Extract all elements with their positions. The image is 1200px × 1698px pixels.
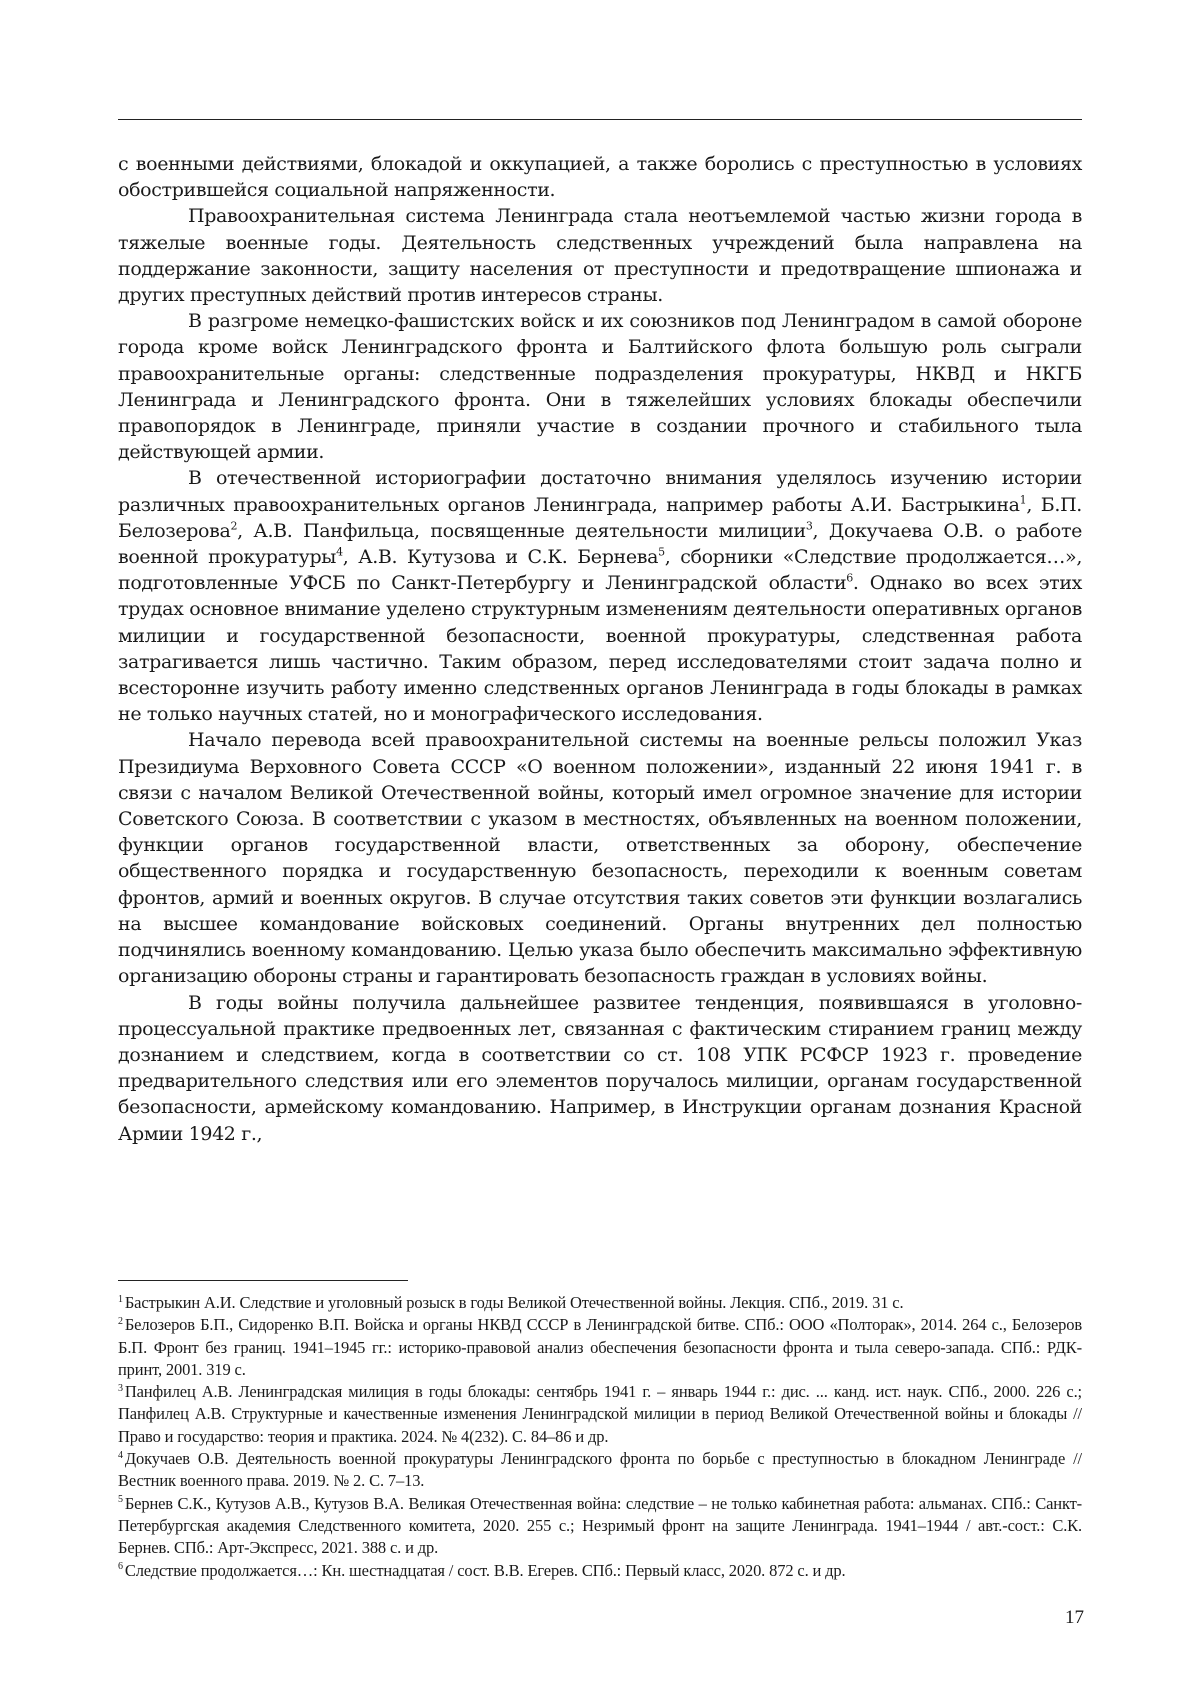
paragraph-4-text: . Однако во всех этих трудах основное внимание уделено структурным изменениям деятельности оперативных органов милиции и государственной безопасности, военной прокуратуры, следственная работа затрагивается лишь частично. Таким образом, перед исследователями стоит задача полно и всесторонне изучить работу именно следственных органов Ленинграда в годы блокады в рамках не только научных статей, но и монографического исследования.: [118, 572, 1082, 725]
paragraph-4-text: В отечественной историографии достаточно внимания уделялось изучению истории различных правоохранительных органов Ленинграда, например работы А.И. Бастрыкина: [118, 467, 1082, 515]
footnote-text: Бернев С.К., Кутузов А.В., Кутузов В.А. Великая Отечественная война: следствие – не только кабинетная работа: альманах. СПб.: Санкт-Петербургская академия Следственного комитета, 2020. 255 с.; Незримый фронт на защите Ленинграда. 1941–1944 / авт.-сост.: С.К. Бернев. СПб.: Арт-Экспресс, 2021. 388 с. и др.: [118, 1494, 1082, 1558]
footnote-number: 1: [118, 1294, 123, 1305]
paragraph-4-text: , Б.П. Белозерова: [118, 494, 1082, 542]
footnote-5: [118, 1493, 1082, 1560]
paragraph-1: с военными действиями, блокадой и оккупацией, а также боролись с преступностью в условиях обострившейся социальной напряженности.: [118, 151, 1082, 203]
paragraph-4-text: , А.В. Панфильца, посвященные деятельности милиции: [237, 520, 806, 542]
footnote-ref-6[interactable]: 6: [846, 572, 853, 585]
document-page: [0, 0, 1200, 1698]
footnote-text: Панфилец А.В. Ленинградская милиция в годы блокады: сентябрь 1941 г. – январь 1944 г.: дис. ... канд. ист. наук. СПб., 2000. 226 с.; Панфилец А.В. Структурные и качественные изменения Ленинградской милиции в период Великой Отечественной войны и блокады // Право и государство: теория и практика. 2024. № 4(232). С. 84–86 и др.: [118, 1382, 1082, 1446]
paragraph-5: Начало перевода всей правоохранительной системы на военные рельсы положил Указ Президиума Верховного Совета СССР «О военном положении», изданный 22 июня 1941 г. в связи с началом Великой Отечественной войны, который имел огромное значение для истории Советского Союза. В соответствии с указом в местностях, объявленных на военном положении, функции органов государственной власти, ответственных за оборону, обеспечение общественного порядка и государственную безопасность, переходили к военным советам фронтов, армий и военных округов. В случае отсутствия таких советов эти функции возлагались на высшее командование войсковых соединений. Органы внутренних дел полностью подчинялись военному командованию. Целью указа было обеспечить максимально эффективную организацию обороны страны и гарантировать безопасность граждан в условиях войны.: [118, 727, 1082, 989]
footnote-text: Белозеров Б.П., Сидоренко В.П. Войска и органы НКВД СССР в Ленинградской битве. СПб.: ООО «Полторак», 2014. 264 с., Белозеров Б.П. Фронт без границ. 1941–1945 гг.: историко-правовой анализ обеспечения безопасности фронта и тыла северо-запада. СПб.: РДК-принт, 2001. 319 с.: [118, 1315, 1082, 1379]
paragraph-2: Правоохранительная система Ленинграда стала неотъемлемой частью жизни города в тяжелые военные годы. Деятельность следственных учреждений была направлена на поддержание законности, защиту населения от преступности и предотвращение шпионажа и других преступных действий против интересов страны.: [118, 203, 1082, 308]
footnote-3: [118, 1381, 1082, 1448]
paragraph-3: В разгроме немецко-фашистских войск и их союзников под Ленинградом в самой обороне города кроме войск Ленинградского фронта и Балтийского флота большую роль сыграли правоохранительные органы: следственные подразделения прокуратуры, НКВД и НКГБ Ленинграда и Ленинградского фронта. Они в тяжелейших условиях блокады обеспечили правопорядок в Ленинграде, приняли участие в создании прочного и стабильного тыла действующей армии.: [118, 308, 1082, 465]
footnote-number: 6: [118, 1561, 123, 1572]
paragraph-4: [118, 465, 1082, 727]
footnote-ref-5[interactable]: 5: [658, 546, 665, 559]
paragraph-4-text: , Докучаева О.В. о работе военной прокуратуры: [118, 520, 1082, 568]
footnote-number: 5: [118, 1494, 123, 1505]
footnote-1: [118, 1292, 1082, 1314]
footnote-text: Докучаев О.В. Деятельность военной прокуратуры Ленинградского фронта по борьбе с преступностью в блокадном Ленинграде // Вестник военного права. 2019. № 2. С. 7–13.: [118, 1449, 1082, 1490]
footnote-separator: [118, 1280, 408, 1281]
footnote-6: [118, 1560, 1082, 1582]
footnote-ref-2[interactable]: 2: [230, 520, 237, 533]
footnote-2: [118, 1314, 1082, 1381]
paragraph-4-text: , сборники «Следствие продолжается…», подготовленные УФСБ по Санкт-Петербургу и Ленинградской области: [118, 546, 1082, 594]
footnotes: [118, 1292, 1082, 1582]
footnote-ref-4[interactable]: 4: [336, 546, 343, 559]
footnote-ref-3[interactable]: 3: [806, 520, 813, 533]
footnote-text: Следствие продолжается…: Кн. шестнадцатая / сост. В.В. Егерев. СПб.: Первый класс, 2020. 872 с. и др.: [125, 1561, 846, 1580]
paragraph-6: В годы войны получила дальнейшее развитее тенденция, появившаяся в уголовно-процессуальной практике предвоенных лет, связанная с фактическим стиранием границ между дознанием и следствием, когда в соответствии со ст. 108 УПК РСФСР 1923 г. проведение предварительного следствия или его элементов поручалось милиции, органам государственной безопасности, армейскому командованию. Например, в Инструкции органам дознания Красной Армии 1942 г.,: [118, 990, 1082, 1147]
footnote-number: 4: [118, 1450, 123, 1461]
footnote-4: [118, 1448, 1082, 1493]
footnote-number: 2: [118, 1316, 123, 1327]
header-rule: [118, 119, 1082, 120]
paragraph-4-text: , А.В. Кутузова и С.К. Бернева: [343, 546, 658, 568]
page-number: 17: [1065, 1607, 1084, 1629]
footnote-text: Бастрыкин А.И. Следствие и уголовный розыск в годы Великой Отечественной войны. Лекция. СПб., 2019. 31 с.: [125, 1293, 904, 1312]
footnote-ref-1[interactable]: 1: [1020, 493, 1027, 506]
footnote-number: 3: [118, 1383, 123, 1394]
main-text: [118, 151, 1082, 1147]
